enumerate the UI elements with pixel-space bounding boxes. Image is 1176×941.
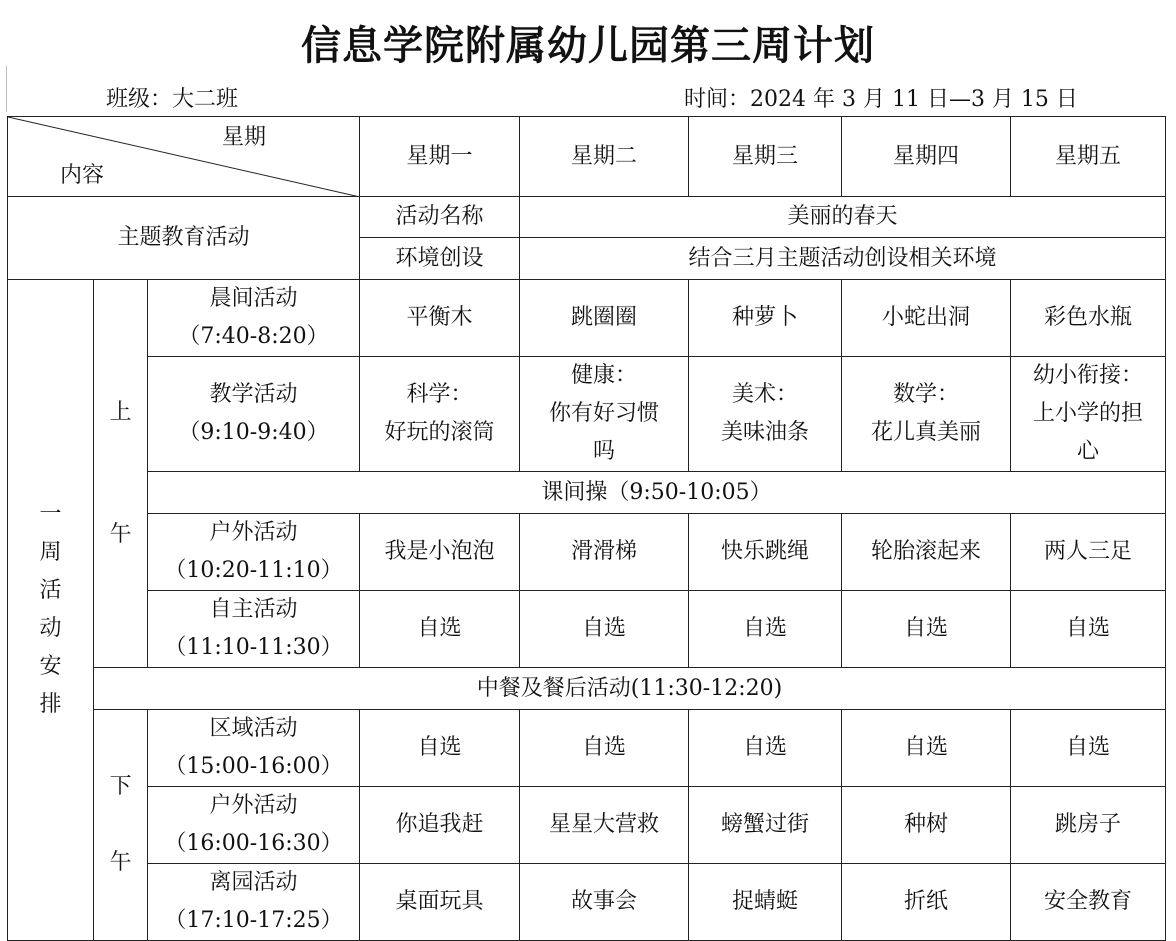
activity-cell: 安全教育	[1011, 864, 1166, 941]
header-week-label: 星期	[222, 125, 267, 150]
activity-cell: 螃蟹过街	[689, 787, 842, 864]
table-row	[8, 668, 1166, 710]
header-corner-cell	[8, 117, 360, 197]
activity-cell: 星星大营救	[520, 787, 689, 864]
header-content-label: 内容	[60, 163, 105, 188]
table-row	[8, 472, 1166, 514]
activity-cell: 数学： 花儿真美丽	[842, 357, 1011, 472]
activity-name-cell: 户外活动 （16:00-16:30）	[148, 787, 360, 864]
activity-cell: 跳圈圈	[520, 280, 689, 357]
time-label: 时间：2024 年 3 月 11 日—3 月 15 日	[684, 87, 1078, 112]
activity-cell: 我是小泡泡	[360, 514, 520, 591]
activity-cell: 你追我赶	[360, 787, 520, 864]
activity-cell: 平衡木	[360, 280, 520, 357]
activity-name-cell: 晨间活动 （7:40-8:20）	[148, 280, 360, 357]
page-title: 信息学院附属幼儿园第三周计划	[301, 23, 875, 69]
class-label: 班级：大二班	[106, 87, 239, 112]
afternoon-label-cell	[94, 710, 148, 941]
activity-cell: 自选	[520, 591, 689, 668]
activity-name-cell: 户外活动 （10:20-11:10）	[148, 514, 360, 591]
theme-label-cell: 主题教育活动	[8, 197, 360, 280]
activity-cell: 美术： 美味油条	[689, 357, 842, 472]
theme-name-label: 活动名称	[360, 197, 520, 238]
activity-name-cell: 自主活动 （11:10-11:30）	[148, 591, 360, 668]
table-row	[8, 357, 1166, 472]
theme-name-row	[8, 197, 1166, 238]
table-row	[8, 514, 1166, 591]
activity-cell: 自选	[520, 710, 689, 787]
day-header-wed: 星期三	[689, 117, 842, 197]
lunch-cell: 中餐及餐后活动(11:30-12:20)	[94, 668, 1166, 710]
week-plan-label-cell	[8, 280, 94, 941]
activity-cell: 种萝卜	[689, 280, 842, 357]
theme-env-label: 环境创设	[360, 238, 520, 280]
theme-env-value: 结合三月主题活动创设相关环境	[520, 238, 1166, 280]
activity-cell: 健康： 你有好习惯 吗	[520, 357, 689, 472]
activity-cell: 自选	[689, 591, 842, 668]
activity-cell: 轮胎滚起来	[842, 514, 1011, 591]
activity-cell: 两人三足	[1011, 514, 1166, 591]
day-header-mon: 星期一	[360, 117, 520, 197]
activity-cell: 桌面玩具	[360, 864, 520, 941]
activity-cell: 自选	[1011, 591, 1166, 668]
day-header-fri: 星期五	[1011, 117, 1166, 197]
weekly-plan-table	[7, 116, 1166, 941]
header-row	[8, 117, 1166, 197]
morning-vertical-label: 上 午	[109, 399, 132, 547]
activity-cell: 滑滑梯	[520, 514, 689, 591]
activity-cell: 自选	[360, 591, 520, 668]
activity-cell: 自选	[689, 710, 842, 787]
activity-cell: 自选	[360, 710, 520, 787]
table-row	[8, 787, 1166, 864]
table-row	[8, 280, 1166, 357]
activity-name-cell: 区域活动 （15:00-16:00）	[148, 710, 360, 787]
day-header-tue: 星期二	[520, 117, 689, 197]
theme-name-value: 美丽的春天	[520, 197, 1166, 238]
table-row	[8, 591, 1166, 668]
activity-cell: 种树	[842, 787, 1011, 864]
day-header-thu: 星期四	[842, 117, 1011, 197]
activity-name-cell: 教学活动 （9:10-9:40）	[148, 357, 360, 472]
activity-cell: 跳房子	[1011, 787, 1166, 864]
break-exercise-cell: 课间操（9:50-10:05）	[148, 472, 1166, 514]
activity-cell: 自选	[1011, 710, 1166, 787]
activity-cell: 科学： 好玩的滚筒	[360, 357, 520, 472]
table-row	[8, 710, 1166, 787]
afternoon-vertical-label: 下 午	[109, 774, 132, 875]
table-row	[8, 864, 1166, 941]
activity-cell: 自选	[842, 710, 1011, 787]
activity-cell: 小蛇出洞	[842, 280, 1011, 357]
activity-cell: 幼小衔接： 上小学的担 心	[1011, 357, 1166, 472]
week-plan-vertical-label: 一 周 活 动 安 排	[39, 502, 62, 717]
activity-cell: 彩色水瓶	[1011, 280, 1166, 357]
activity-cell: 折纸	[842, 864, 1011, 941]
morning-label-cell	[94, 280, 148, 668]
activity-cell: 快乐跳绳	[689, 514, 842, 591]
activity-cell: 捉蜻蜓	[689, 864, 842, 941]
margin-mark	[6, 66, 15, 112]
activity-name-cell: 离园活动 （17:10-17:25）	[148, 864, 360, 941]
activity-cell: 自选	[842, 591, 1011, 668]
activity-cell: 故事会	[520, 864, 689, 941]
